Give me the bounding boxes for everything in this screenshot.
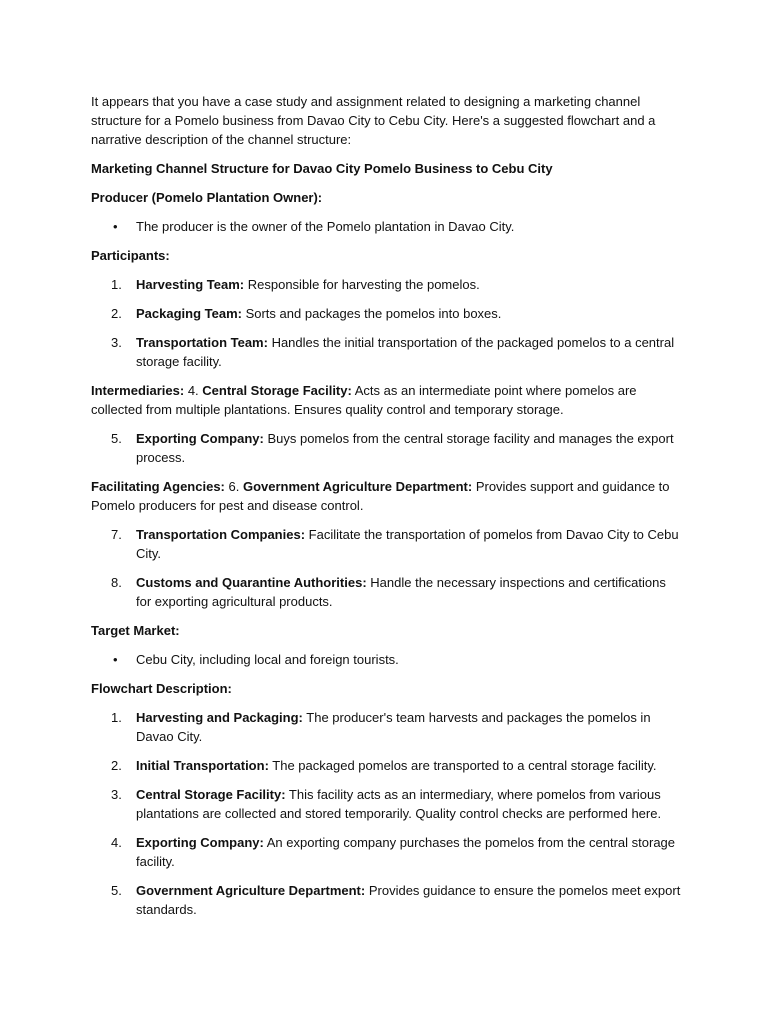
list-item — [91, 785, 681, 823]
target-market-heading: Target Market: — [91, 623, 180, 638]
facilitating-paragraph — [91, 477, 681, 515]
facilitating-heading: Facilitating Agencies: — [91, 479, 225, 494]
list-item-text: Provides guidance to ensure the pomelos meet export standards. — [136, 883, 681, 917]
intro-paragraph: It appears that you have a case study and assignment related to designing a marketing channel structure for a Pomelo business from Davao City to Cebu City. Here's a suggested flowchart and a narrative description of the channel structure: — [91, 94, 656, 147]
list-number: 3. — [111, 335, 122, 350]
list-item-text: Handle the necessary inspections and certifications for exporting agricultural products. — [136, 575, 666, 609]
list-item-text: Facilitate the transportation of pomelos from Davao City to Cebu City. — [136, 527, 679, 561]
list-number: 5. — [111, 431, 122, 446]
producer-list — [91, 217, 681, 236]
list-item — [91, 525, 681, 563]
list-item — [91, 708, 681, 746]
list-item-text: An exporting company purchases the pomelos from the central storage facility. — [136, 835, 676, 869]
list-item-text: The producer is the owner of the Pomelo plantation in Davao City. — [136, 219, 515, 234]
list-number: 3. — [111, 787, 122, 802]
main-heading: Marketing Channel Structure for Davao City Pomelo Business to Cebu City — [91, 161, 553, 176]
inline-text: Acts as an intermediate point where pomelos are collected from multiple plantations. Ensures quality control and temporary storage. — [91, 383, 637, 417]
list-number: 1. — [111, 277, 122, 292]
bullet-icon: • — [113, 652, 118, 667]
list-item — [91, 833, 681, 871]
participants-heading: Participants: — [91, 248, 170, 263]
document-body — [91, 92, 681, 929]
inline-term: Government Agriculture Department: — [242, 479, 473, 494]
inline-number: 6. — [224, 479, 243, 494]
list-item — [91, 275, 681, 294]
list-item — [91, 429, 681, 467]
intermediaries-paragraph — [91, 381, 681, 419]
intermediaries-list — [91, 429, 681, 467]
list-item — [91, 650, 681, 669]
list-number: 4. — [111, 835, 122, 850]
list-number: 1. — [111, 710, 122, 725]
target-market-list — [91, 650, 681, 669]
list-item-text: Handles the initial transportation of the packaged pomelos to a central storage facility. — [136, 335, 675, 369]
inline-term: Central Storage Facility: — [202, 383, 352, 398]
list-number: 7. — [111, 527, 122, 542]
producer-heading: Producer (Pomelo Plantation Owner): — [91, 190, 323, 205]
list-item-text: Sorts and packages the pomelos into boxes. — [241, 306, 502, 321]
list-item — [91, 333, 681, 371]
list-item-text: The packaged pomelos are transported to a central storage facility. — [268, 758, 657, 773]
list-item-term: Initial Transportation: — [136, 758, 269, 773]
list-item-text: Buys pomelos from the central storage facility and manages the export process. — [136, 431, 674, 465]
list-item-term: Transportation Team: — [136, 335, 268, 350]
list-number: 2. — [111, 306, 122, 321]
list-item — [91, 756, 681, 775]
list-item — [91, 217, 681, 236]
list-item-text: Cebu City, including local and foreign tourists. — [136, 652, 399, 667]
list-item-term: Harvesting and Packaging: — [136, 710, 303, 725]
list-item-text: Responsible for harvesting the pomelos. — [244, 277, 480, 292]
list-item-text: The producer's team harvests and packages the pomelos in Davao City. — [136, 710, 651, 744]
flowchart-heading: Flowchart Description: — [91, 681, 232, 696]
list-item-term: Transportation Companies: — [136, 527, 306, 542]
flowchart-list — [91, 708, 681, 919]
list-item-term: Exporting Company: — [136, 835, 264, 850]
facilitating-list — [91, 525, 681, 611]
list-item-term: Customs and Quarantine Authorities: — [136, 575, 367, 590]
bullet-icon: • — [113, 219, 118, 234]
list-number: 2. — [111, 758, 122, 773]
list-item-term: Packaging Team: — [136, 306, 242, 321]
list-item-text: This facility acts as an intermediary, where pomelos from various plantations are collected and stored temporarily. Quality control checks are performed here. — [136, 787, 662, 821]
inline-text: Provides support and guidance to Pomelo producers for pest and disease control. — [91, 479, 670, 513]
participants-list — [91, 275, 681, 371]
intermediaries-heading: Intermediaries: — [91, 383, 185, 398]
list-item-term: Central Storage Facility: — [136, 787, 286, 802]
inline-number: 4. — [184, 383, 203, 398]
list-item-term: Harvesting Team: — [136, 277, 245, 292]
list-item — [91, 304, 681, 323]
list-number: 5. — [111, 883, 122, 898]
list-item — [91, 881, 681, 919]
list-item — [91, 573, 681, 611]
list-item-term: Government Agriculture Department: — [136, 883, 366, 898]
list-number: 8. — [111, 575, 122, 590]
list-item-term: Exporting Company: — [136, 431, 264, 446]
